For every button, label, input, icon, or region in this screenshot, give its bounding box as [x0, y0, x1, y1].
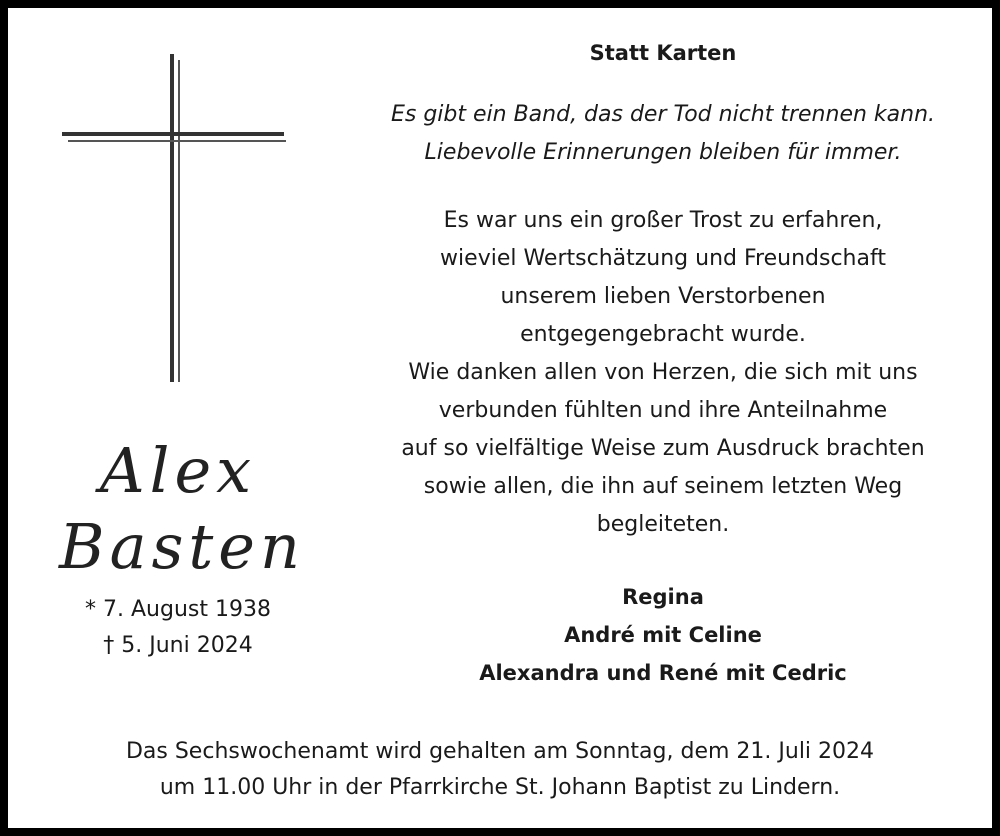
motto-line: Liebevolle Erinnerungen bleiben für immer.: [424, 140, 902, 165]
signer-name: Regina: [622, 585, 704, 609]
service-notice: [8, 734, 992, 806]
cross-icon: [62, 52, 288, 384]
notice-line: Das Sechswochenamt wird gehalten am Sonntag, dem 21. Juli 2024: [125, 739, 875, 764]
text-line: begleiteten.: [596, 512, 730, 537]
signer-name: André mit Celine: [564, 623, 762, 647]
signers: [363, 578, 963, 692]
text-line: verbunden fühlten und ihre Anteilnahme: [438, 398, 888, 423]
text-line: entgegengebracht wurde.: [520, 322, 806, 347]
text-line: Es war uns ein großer Trost zu erfahren,: [443, 208, 883, 233]
text-line: sowie allen, die ihn auf seinem letzten Weg: [423, 474, 903, 499]
text-line: Wie danken allen von Herzen, die sich mit uns: [408, 360, 918, 385]
text-line: unserem lieben Verstorbenen: [500, 284, 826, 309]
motto: [363, 96, 963, 172]
notice-line: um 11.00 Uhr in der Pfarrkirche St. Johann Baptist zu Lindern.: [159, 775, 841, 800]
heading: Statt Karten: [589, 41, 737, 65]
motto-line: Es gibt ein Band, das der Tod nicht trennen kann.: [390, 102, 936, 127]
obituary-card: [8, 8, 992, 828]
signer-name: Alexandra und René mit Cedric: [479, 661, 847, 685]
death-date: † 5. Juni 2024: [103, 633, 253, 658]
text-line: auf so vielfältige Weise zum Ausdruck brachten: [401, 436, 925, 461]
life-dates: [8, 592, 348, 664]
birth-date: * 7. August 1938: [85, 597, 271, 622]
deceased-first-name: Alex: [99, 434, 257, 507]
thanks-text: [363, 202, 963, 544]
text-line: wieviel Wertschätzung und Freundschaft: [440, 246, 886, 271]
deceased-last-name: Basten: [59, 510, 305, 583]
